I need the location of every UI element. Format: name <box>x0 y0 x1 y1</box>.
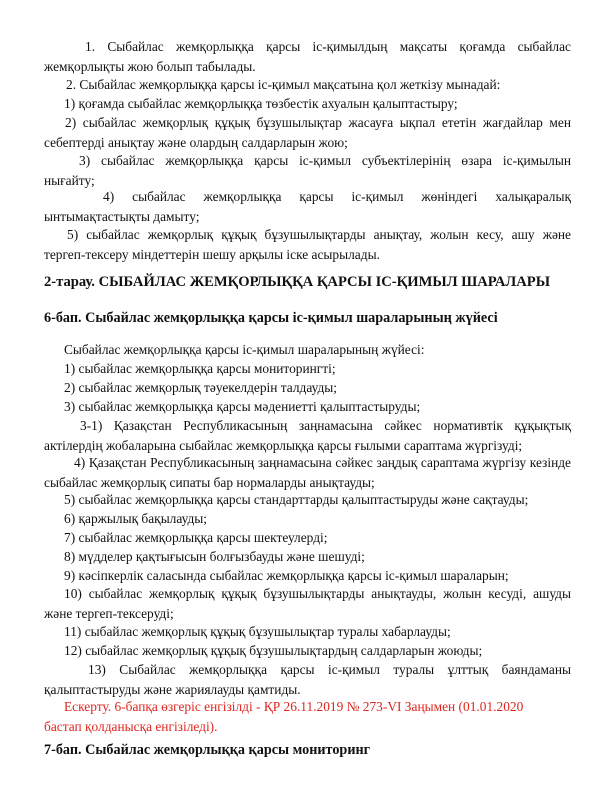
list-item-measure-1: 1) сыбайлас жемқорлыққа қарсы мониторингті; <box>64 361 336 376</box>
list-item-measure-13: 13) Сыбайлас жемқорлыққа қарсы іс-қимыл туралы ұлттық баяндаманы қалыптастыруды және жариялауды қамтиды. <box>44 662 571 697</box>
list-item-measure-4: 4) Қазақстан Республикасының заңнамасына сәйкес заңдық сараптама жүргізу кезінде сыбайлас жемқорлық сипаты бар нормаларды анықтауды; <box>44 455 571 490</box>
list-item-goal-2: 2) сыбайлас жемқорлық құқық бұзушылықтар жасауға ықпал ететін жағдайлар мен себептерді анықтау және олардың салдарларын жою; <box>44 115 571 150</box>
chapter-6-heading: 6-бап. Сыбайлас жемқорлыққа қарсы іс-қимыл шараларының жүйесі <box>44 310 498 326</box>
chapter-7-heading: 7-бап. Сыбайлас жемқорлыққа қарсы мониторинг <box>44 742 371 758</box>
list-item-measure-5: 5) сыбайлас жемқорлыққа қарсы стандарттарды қалыптастыруды және сақтауды; <box>64 492 529 507</box>
list-item-measure-6: 6) қаржылық бақылауды; <box>64 511 208 526</box>
list-item-measure-9: 9) кәсіпкерлік саласында сыбайлас жемқорлыққа қарсы іс-қимыл шараларын; <box>64 568 509 583</box>
list-item-measure-11: 11) сыбайлас жемқорлық құқық бұзушылықтар туралы хабарлауды; <box>64 624 451 639</box>
list-item-measure-2: 2) сыбайлас жемқорлық тәуекелдерін талдауды; <box>64 380 337 395</box>
amendment-note[interactable]: Ескерту. 6-бапқа өзгеріс енгізілді - ҚР 26.11.2019 № 273-VI Заңымен (01.01.2020 бастап қолданысқа енгізіледі). <box>44 699 524 734</box>
list-item-measure-10: 10) сыбайлас жемқорлық құқық бұзушылықтарды анықтауды, жолын кесуді, ашуды және тергеп-тексеруді; <box>44 586 571 621</box>
list-item-goal-1: 1) қоғамда сыбайлас жемқорлыққа төзбестік ахуалын қалыптастыру; <box>64 96 458 111</box>
list-item-measure-7: 7) сыбайлас жемқорлыққа қарсы шектеулерді; <box>64 530 328 545</box>
list-item-goal-3: 3) сыбайлас жемқорлыққа қарсы іс-қимыл субъектілерінің өзара іс-қимылын нығайту; <box>44 153 571 188</box>
list-item-measure-8: 8) мүдделер қақтығысын болғызбауды және шешуді; <box>64 549 365 564</box>
list-item-measure-12: 12) сыбайлас жемқорлық құқық бұзушылықтардың салдарларын жоюды; <box>64 643 483 658</box>
paragraph-goals-intro: 2. Сыбайлас жемқорлыққа қарсы іс-қимыл мақсатына қол жеткізу мынадай: <box>66 77 501 92</box>
section-heading: 2-тарау. СЫБАЙЛАС ЖЕМҚОРЛЫҚҚА ҚАРСЫ ІС-ҚИМЫЛ ШАРАЛАРЫ <box>44 274 551 290</box>
paragraph-system-intro: Сыбайлас жемқорлыққа қарсы іс-қимыл шараларының жүйесі: <box>64 342 425 357</box>
list-item-goal-5: 5) сыбайлас жемқорлық құқық бұзушылықтарды анықтау, жолын кесу, ашу және тергеп-тексеру міндеттерін шешу арқылы іске асырылады. <box>44 227 571 262</box>
paragraph-purpose: 1. Сыбайлас жемқорлыққа қарсы іс-қимылдың мақсаты қоғамда сыбайлас жемқорлықты жою болып табылады. <box>44 39 571 74</box>
list-item-goal-4: 4) сыбайлас жемқорлыққа қарсы іс-қимыл жөніндегі халықаралық ынтымақтастықты дамыту; <box>44 189 571 224</box>
list-item-measure-3-1: 3-1) Қазақстан Республикасының заңнамасына сәйкес нормативтік құқықтық актілердің жобаларына сыбайлас жемқорлыққа қарсы ғылыми сараптама жүргізуді; <box>44 418 571 453</box>
list-item-measure-3: 3) сыбайлас жемқорлыққа қарсы мәдениетті қалыптастыруды; <box>64 399 421 414</box>
